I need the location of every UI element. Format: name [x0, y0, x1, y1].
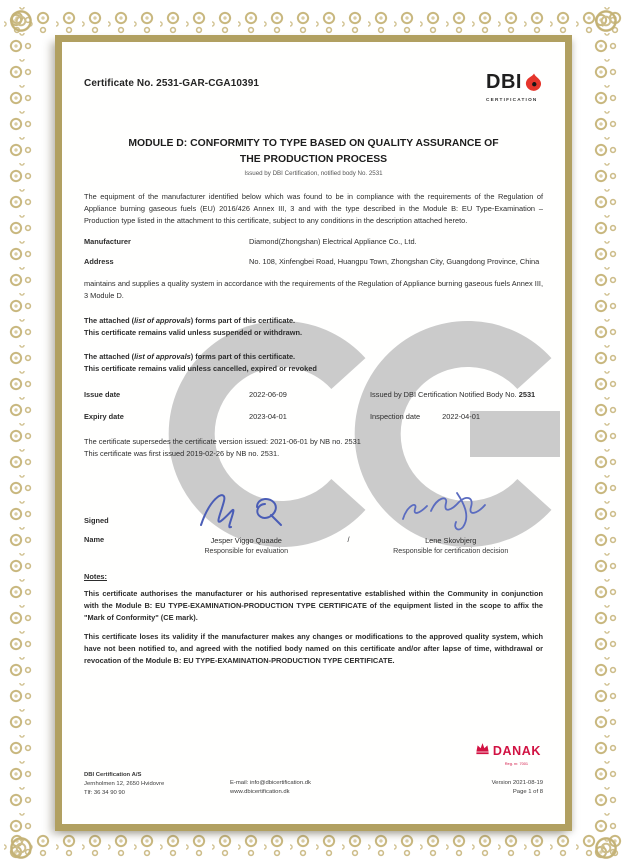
- attached-1-post: ) forms part of this certificate.: [190, 315, 296, 325]
- expiry-date-row: [84, 412, 543, 421]
- notes-heading: Notes:: [84, 572, 107, 582]
- issued-by-text: [370, 390, 543, 399]
- signatory-1: [154, 535, 339, 557]
- signatory-2-name: Lene Skovbjerg: [425, 535, 477, 545]
- attached-1-line2: This certificate remains valid unless suspended or withdrawn.: [84, 327, 303, 337]
- ornamental-border-left: [5, 7, 37, 862]
- issued-by-label: Issued by DBI Certification Notified Body No.: [370, 390, 517, 400]
- dbi-logo-subtext: CERTIFICATION: [486, 97, 538, 102]
- expiry-date-value: 2023-04-01: [249, 412, 287, 422]
- attached-2-post: ) forms part of this certificate.: [190, 352, 296, 362]
- footer-version: Version 2021-08-19: [491, 780, 543, 787]
- flame-icon: [525, 73, 543, 95]
- attached-1-pre: The attached (: [84, 315, 135, 325]
- manufacturer-row: [84, 237, 543, 246]
- supersedes-line-2: This certificate was first issued 2019-02-26 by NB no. 2531.: [84, 449, 280, 459]
- danak-subtext: Reg. nr. 7001: [504, 761, 529, 766]
- signature-2: [359, 489, 544, 533]
- title-line-2: THE PRODUCTION PROCESS: [239, 154, 388, 166]
- danak-logo: [475, 742, 541, 766]
- certificate-content: [62, 42, 565, 824]
- issue-date-row: [84, 390, 543, 399]
- name-separator: /: [347, 534, 350, 544]
- name-row: [84, 535, 543, 557]
- certificate-sheet: [55, 35, 572, 831]
- dbi-logo-text: DBI: [486, 71, 522, 93]
- signatory-1-name: Jesper Viggo Quaade: [210, 535, 282, 545]
- address-row: [84, 257, 543, 266]
- footer-website: www.dbicertification.dk: [230, 789, 290, 796]
- crown-icon: [475, 742, 490, 760]
- supersedes-line-1: The certificate supersedes the certificate version issued: 2021-06-01 by NB no. 2531: [84, 437, 361, 447]
- title-line-1: MODULE D: CONFORMITY TO TYPE BASED ON QUALITY ASSURANCE OF: [128, 138, 499, 149]
- ornamental-border-right: [590, 7, 622, 862]
- issue-date-value: 2022-06-09: [249, 390, 287, 400]
- attached-2-italic: list of approvals: [134, 352, 191, 362]
- signature-1: [154, 485, 339, 533]
- name-label: Name: [84, 534, 105, 544]
- ornamental-corner-top-left: [4, 4, 38, 38]
- ornamental-corner-top-right: [589, 4, 623, 38]
- notes-section: [84, 572, 543, 667]
- attached-statement-1: [84, 315, 543, 339]
- supersedes-block: [84, 436, 543, 460]
- footer-version-block: [492, 771, 543, 798]
- ornamental-border-bottom: [4, 830, 623, 862]
- certificate-header: [84, 42, 543, 102]
- footer-address: Jernholmen 12, 2650 Hvidovre: [84, 780, 165, 787]
- dbi-logo: [486, 73, 543, 102]
- notes-paragraph-1: This certificate authorises the manufacturer or his authorised representative established within the Community in conjunction with the Module B: EU TYPE-EXAMINATION-PRODUCTION TYPE CERTIFICATE of the equipment listed in the scope to affix the "Mark of Conformity" (CE mark).: [84, 589, 543, 623]
- notes-paragraph-2: This certificate loses its validity if the manufacturer makes any changes or modifications to the approved quality system, which have not been notified to, and agreed with the notified body named on this certificate and/or after lapse of time, withdrawal or revocation of the Module B: EU TYPE-EXAMINATION-PRODUCTION TYPE CERTIFICATE.: [84, 632, 543, 666]
- issue-date-label: Issue date: [84, 390, 121, 400]
- certificate-subtitle: Issued by DBI Certification, notified body No. 2531: [244, 170, 383, 178]
- ornamental-corner-bottom-right: [589, 831, 623, 865]
- signed-label: Signed: [84, 515, 109, 525]
- inspection-date: [370, 412, 543, 421]
- footer-phone: Tlf: 36 34 90 90: [84, 789, 125, 796]
- signatory-2-role: Responsible for certification decision: [393, 546, 509, 555]
- attached-2-pre: The attached (: [84, 352, 135, 362]
- attached-1-italic: list of approvals: [134, 315, 191, 325]
- expiry-date-label: Expiry date: [84, 412, 124, 422]
- address-value: No. 108, Xinfengbei Road, Huangpu Town, Zhongshan City, Guangdong Province, China: [249, 257, 540, 267]
- notified-body-number: 2531: [518, 390, 536, 400]
- maintains-paragraph: maintains and supplies a quality system in accordance with the requirements of the Regulation of Appliance burning gaseous fuels Annex III, 3 Module D.: [84, 279, 543, 300]
- signatory-1-role: Responsible for evaluation: [204, 546, 289, 555]
- signature-row: [84, 485, 543, 533]
- certificate-title: [84, 136, 543, 168]
- certificate-number: Certificate No. 2531-GAR-CGA10391: [84, 78, 260, 89]
- inspection-date-value: 2022-04-01: [442, 412, 480, 422]
- certificate-footer: [84, 771, 543, 798]
- danak-name: DANAK: [492, 744, 541, 758]
- inspection-date-label: Inspection date: [370, 412, 421, 422]
- manufacturer-label: Manufacturer: [84, 237, 131, 247]
- address-label: Address: [84, 257, 114, 267]
- footer-company-block: [84, 771, 230, 798]
- intro-paragraph: The equipment of the manufacturer identified below which was found to be in compliance with the requirements of the Regulation of Appliance burning gaseous fuels (EU) 2016/426 Annex III, 3 and with the type described in the Module B: EU Type-Examination – Production type listed in the attachment to this certificate, subject to any conditions in the description attached hereto.: [84, 192, 543, 225]
- footer-page-number: Page 1 of 8: [512, 789, 543, 796]
- attached-statement-2: [84, 351, 543, 375]
- manufacturer-value: Diamond(Zhongshan) Electrical Appliance Co., Ltd.: [249, 237, 417, 247]
- footer-contact-block: [230, 771, 492, 798]
- signatory-2: [359, 535, 544, 557]
- attached-2-line2: This certificate remains valid unless cancelled, expired or revoked: [84, 364, 317, 374]
- footer-company: DBI Certification A/S: [84, 771, 142, 778]
- ornamental-corner-bottom-left: [4, 831, 38, 865]
- footer-email: E-mail: info@dbicertification.dk: [230, 780, 311, 787]
